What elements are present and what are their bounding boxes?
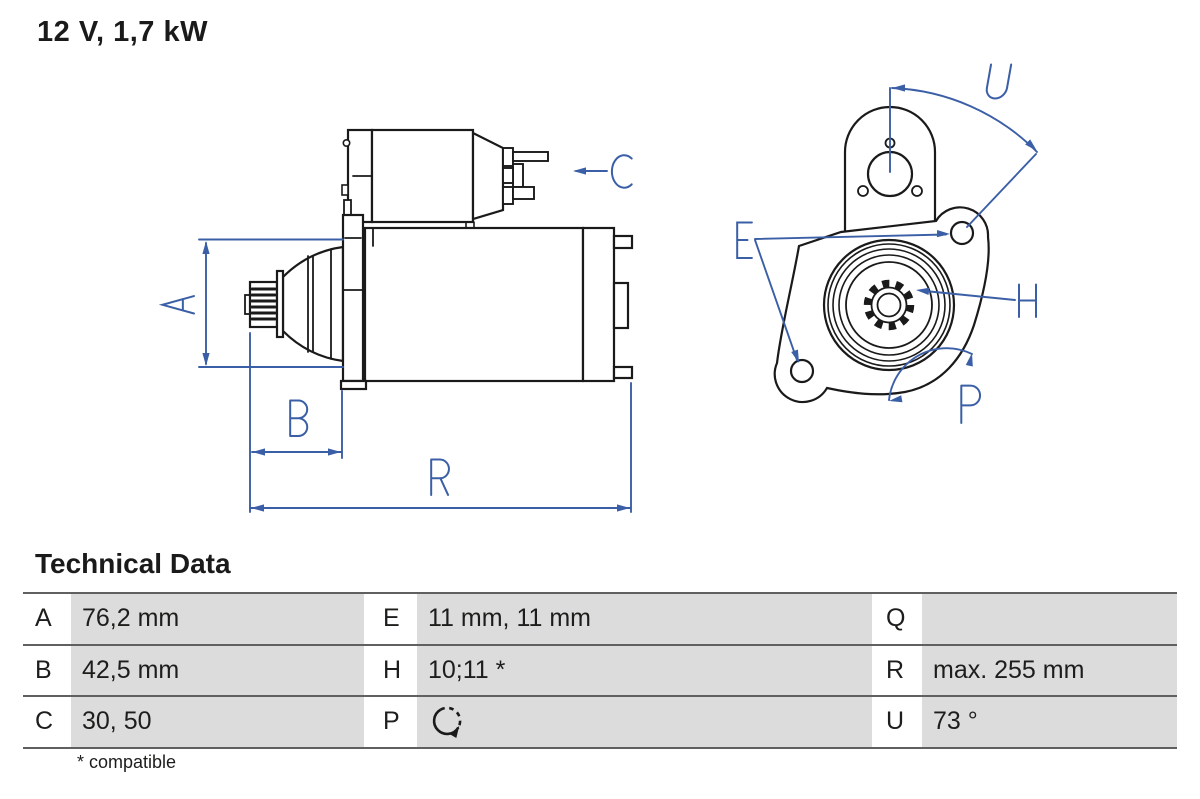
dim-letter-h	[1019, 285, 1036, 318]
dim-value-A: 76,2 mm	[71, 594, 364, 644]
dim-value-B: 42,5 mm	[71, 646, 364, 696]
dim-value-R: max. 255 mm	[922, 646, 1177, 696]
technical-data-heading: Technical Data	[35, 548, 231, 579]
dim-letter-u	[985, 65, 1011, 99]
drive-end-housing	[283, 247, 343, 361]
solenoid	[342, 130, 548, 228]
side-view	[245, 130, 632, 389]
table-row	[23, 594, 1177, 646]
dim-key-U: U	[872, 697, 922, 747]
dim-key-P: P	[364, 697, 417, 747]
mounting-bracket	[341, 200, 366, 389]
page-title: 12 V, 1,7 kW	[37, 16, 208, 48]
dim-letter-a	[162, 296, 194, 313]
dim-key-H: H	[364, 646, 417, 696]
dim-key-B: B	[23, 646, 71, 696]
solenoid-terminals	[503, 148, 548, 204]
dim-letter-e	[737, 223, 752, 258]
dim-key-Q: Q	[872, 594, 922, 644]
dim-letter-b	[290, 401, 307, 436]
dim-letter-c	[612, 155, 632, 187]
dim-letter-p	[961, 386, 980, 423]
table-row	[23, 697, 1177, 749]
dim-letter-r	[431, 460, 449, 495]
dim-B	[250, 333, 342, 512]
compatibility-footnote: * compatible	[77, 752, 177, 772]
dim-key-C: C	[23, 697, 71, 747]
motor-body	[365, 228, 632, 381]
rotation-arrow-icon	[428, 702, 466, 740]
dim-value-H: 10;11 *	[417, 646, 872, 696]
dim-C	[573, 167, 607, 174]
dim-key-A: A	[23, 594, 71, 644]
technical-data-table	[23, 592, 1177, 749]
dim-key-R: R	[872, 646, 922, 696]
dim-key-E: E	[364, 594, 417, 644]
pinion-gear	[245, 271, 283, 337]
dim-value-Q	[922, 594, 1177, 644]
dim-R	[250, 383, 631, 512]
dim-value-C: 30, 50	[71, 697, 364, 747]
dim-value-E: 11 mm, 11 mm	[417, 594, 872, 644]
front-view	[775, 107, 989, 402]
table-row	[23, 646, 1177, 698]
dim-value-U: 73 °	[922, 697, 1177, 747]
dim-value-P	[417, 697, 872, 747]
